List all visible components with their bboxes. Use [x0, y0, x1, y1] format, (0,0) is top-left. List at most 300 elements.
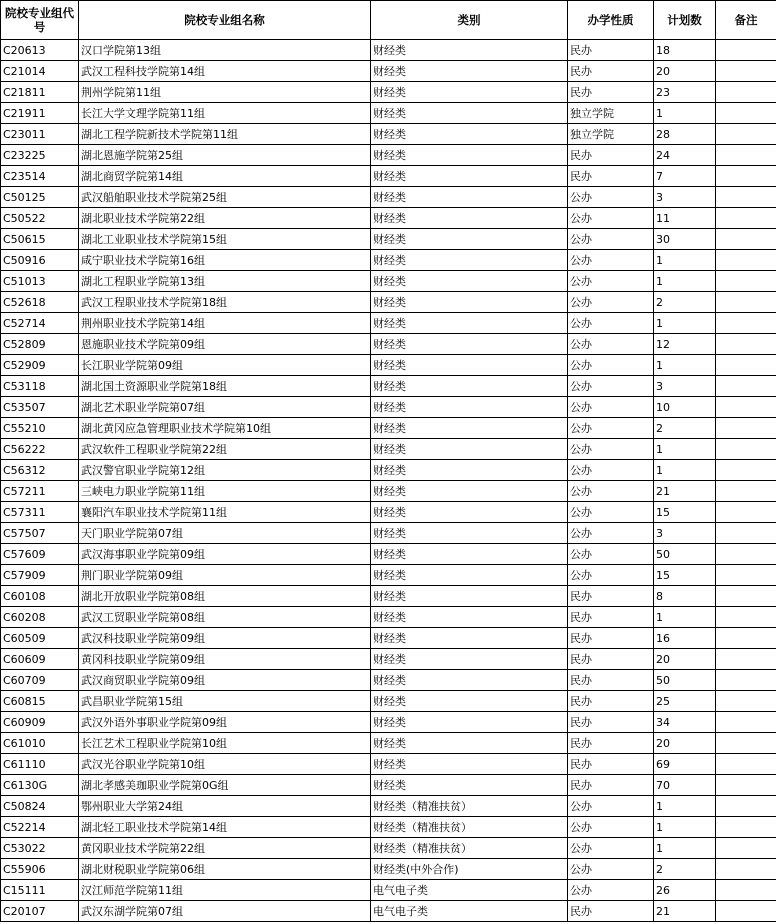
- group-name-cell: 湖北财税职业学院第06组: [79, 859, 371, 880]
- plan-count-cell: 12: [654, 334, 716, 355]
- plan-count-cell: 20: [654, 733, 716, 754]
- group-name-cell: 汉口学院第13组: [79, 40, 371, 61]
- plan-count-cell: 25: [654, 691, 716, 712]
- table-row: [1, 145, 776, 166]
- table-row: [1, 124, 776, 145]
- school-type-cell: 公办: [568, 334, 654, 355]
- group-code-cell: C20107: [1, 901, 79, 922]
- remarks-cell: [716, 103, 776, 124]
- group-name-cell: 湖北黄冈应急管理职业技术学院第10组: [79, 418, 371, 439]
- category-cell: 财经类: [371, 376, 568, 397]
- remarks-cell: [716, 313, 776, 334]
- remarks-cell: [716, 292, 776, 313]
- header-plan-count: 计划数: [654, 1, 716, 40]
- table-body: [1, 40, 776, 922]
- plan-count-cell: 20: [654, 61, 716, 82]
- category-cell: 财经类: [371, 229, 568, 250]
- category-cell: 财经类: [371, 712, 568, 733]
- group-name-cell: 武汉船舶职业技术学院第25组: [79, 187, 371, 208]
- category-cell: 财经类: [371, 166, 568, 187]
- group-name-cell: 湖北艺术职业学院第07组: [79, 397, 371, 418]
- school-type-cell: 公办: [568, 880, 654, 901]
- plan-count-cell: 69: [654, 754, 716, 775]
- group-code-cell: C6130G: [1, 775, 79, 796]
- table-header: [1, 1, 776, 40]
- school-type-cell: 公办: [568, 502, 654, 523]
- remarks-cell: [716, 355, 776, 376]
- header-group-code: 院校专业组代号: [1, 1, 79, 40]
- plan-count-cell: 1: [654, 355, 716, 376]
- plan-count-cell: 1: [654, 271, 716, 292]
- group-code-cell: C50522: [1, 208, 79, 229]
- group-name-cell: 汉江师范学院第11组: [79, 880, 371, 901]
- category-cell: 财经类: [371, 733, 568, 754]
- school-type-cell: 公办: [568, 397, 654, 418]
- table-row: [1, 61, 776, 82]
- group-name-cell: 武汉工贸职业学院第08组: [79, 607, 371, 628]
- group-name-cell: 黄冈职业技术学院第22组: [79, 838, 371, 859]
- school-type-cell: 民办: [568, 607, 654, 628]
- group-code-cell: C57211: [1, 481, 79, 502]
- group-code-cell: C53118: [1, 376, 79, 397]
- remarks-cell: [716, 838, 776, 859]
- group-code-cell: C60208: [1, 607, 79, 628]
- group-code-cell: C60909: [1, 712, 79, 733]
- plan-count-cell: 50: [654, 670, 716, 691]
- remarks-cell: [716, 208, 776, 229]
- school-type-cell: 公办: [568, 859, 654, 880]
- table-row: [1, 40, 776, 61]
- group-name-cell: 襄阳汽车职业技术学院第11组: [79, 502, 371, 523]
- plan-count-cell: 34: [654, 712, 716, 733]
- category-cell: 财经类: [371, 502, 568, 523]
- plan-count-cell: 1: [654, 439, 716, 460]
- group-name-cell: 荆门职业学院第09组: [79, 565, 371, 586]
- plan-count-cell: 1: [654, 103, 716, 124]
- school-type-cell: 公办: [568, 250, 654, 271]
- group-name-cell: 湖北恩施学院第25组: [79, 145, 371, 166]
- plan-count-cell: 20: [654, 649, 716, 670]
- category-cell: 财经类(中外合作): [371, 859, 568, 880]
- plan-count-cell: 1: [654, 250, 716, 271]
- header-row: [1, 1, 776, 40]
- group-name-cell: 武汉工程科技学院第14组: [79, 61, 371, 82]
- group-name-cell: 湖北职业技术学院第22组: [79, 208, 371, 229]
- group-code-cell: C50824: [1, 796, 79, 817]
- plan-count-cell: 23: [654, 82, 716, 103]
- remarks-cell: [716, 880, 776, 901]
- school-type-cell: 公办: [568, 460, 654, 481]
- remarks-cell: [716, 523, 776, 544]
- group-name-cell: 武汉海事职业学院第09组: [79, 544, 371, 565]
- table-row: [1, 628, 776, 649]
- table-row: [1, 376, 776, 397]
- table-row: [1, 82, 776, 103]
- remarks-cell: [716, 712, 776, 733]
- plan-count-cell: 2: [654, 292, 716, 313]
- remarks-cell: [716, 439, 776, 460]
- group-name-cell: 武汉警官职业学院第12组: [79, 460, 371, 481]
- group-name-cell: 长江艺术工程职业学院第10组: [79, 733, 371, 754]
- group-code-cell: C53507: [1, 397, 79, 418]
- group-name-cell: 鄂州职业大学第24组: [79, 796, 371, 817]
- table-row: [1, 817, 776, 838]
- group-code-cell: C55210: [1, 418, 79, 439]
- school-type-cell: 独立学院: [568, 103, 654, 124]
- group-name-cell: 武汉工程职业技术学院第18组: [79, 292, 371, 313]
- group-name-cell: 三峡电力职业学院第11组: [79, 481, 371, 502]
- group-code-cell: C56222: [1, 439, 79, 460]
- group-name-cell: 武汉软件工程职业学院第22组: [79, 439, 371, 460]
- table-row: [1, 586, 776, 607]
- group-code-cell: C15111: [1, 880, 79, 901]
- group-code-cell: C50615: [1, 229, 79, 250]
- group-name-cell: 黄冈科技职业学院第09组: [79, 649, 371, 670]
- school-type-cell: 公办: [568, 229, 654, 250]
- remarks-cell: [716, 166, 776, 187]
- plan-count-cell: 3: [654, 376, 716, 397]
- table-row: [1, 166, 776, 187]
- remarks-cell: [716, 817, 776, 838]
- table-row: [1, 229, 776, 250]
- school-type-cell: 民办: [568, 691, 654, 712]
- category-cell: 财经类: [371, 544, 568, 565]
- category-cell: 财经类: [371, 628, 568, 649]
- school-type-cell: 公办: [568, 565, 654, 586]
- plan-count-cell: 10: [654, 397, 716, 418]
- remarks-cell: [716, 40, 776, 61]
- remarks-cell: [716, 775, 776, 796]
- group-code-cell: C53022: [1, 838, 79, 859]
- remarks-cell: [716, 607, 776, 628]
- group-name-cell: 湖北孝感美珈职业学院第0G组: [79, 775, 371, 796]
- table-row: [1, 439, 776, 460]
- category-cell: 财经类: [371, 481, 568, 502]
- category-cell: 财经类: [371, 439, 568, 460]
- category-cell: 财经类: [371, 355, 568, 376]
- school-type-cell: 公办: [568, 439, 654, 460]
- group-code-cell: C57311: [1, 502, 79, 523]
- school-type-cell: 民办: [568, 649, 654, 670]
- table-row: [1, 208, 776, 229]
- table-row: [1, 502, 776, 523]
- table-row: [1, 544, 776, 565]
- group-name-cell: 武昌职业学院第15组: [79, 691, 371, 712]
- school-type-cell: 公办: [568, 271, 654, 292]
- plan-count-cell: 1: [654, 796, 716, 817]
- plan-count-cell: 28: [654, 124, 716, 145]
- school-type-cell: 公办: [568, 817, 654, 838]
- category-cell: 财经类（精准扶贫）: [371, 817, 568, 838]
- group-name-cell: 荆州职业技术学院第14组: [79, 313, 371, 334]
- category-cell: 财经类: [371, 523, 568, 544]
- table-row: [1, 292, 776, 313]
- table-row: [1, 103, 776, 124]
- school-type-cell: 公办: [568, 796, 654, 817]
- group-name-cell: 湖北工程职业学院第13组: [79, 271, 371, 292]
- school-type-cell: 公办: [568, 838, 654, 859]
- category-cell: 财经类: [371, 460, 568, 481]
- remarks-cell: [716, 733, 776, 754]
- plan-count-cell: 3: [654, 523, 716, 544]
- table-row: [1, 334, 776, 355]
- group-code-cell: C57609: [1, 544, 79, 565]
- category-cell: 财经类: [371, 418, 568, 439]
- plan-count-cell: 8: [654, 586, 716, 607]
- group-name-cell: 天门职业学院第07组: [79, 523, 371, 544]
- table-row: [1, 565, 776, 586]
- group-name-cell: 湖北工业职业技术学院第15组: [79, 229, 371, 250]
- school-type-cell: 公办: [568, 292, 654, 313]
- group-code-cell: C50125: [1, 187, 79, 208]
- category-cell: 电气电子类: [371, 901, 568, 922]
- remarks-cell: [716, 397, 776, 418]
- group-name-cell: 湖北轻工职业技术学院第14组: [79, 817, 371, 838]
- table-row: [1, 481, 776, 502]
- group-name-cell: 湖北开放职业学院第08组: [79, 586, 371, 607]
- table-row: [1, 859, 776, 880]
- school-type-cell: 民办: [568, 61, 654, 82]
- school-type-cell: 民办: [568, 775, 654, 796]
- category-cell: 财经类（精准扶贫）: [371, 796, 568, 817]
- table-row: [1, 775, 776, 796]
- plan-count-cell: 1: [654, 313, 716, 334]
- category-cell: 财经类: [371, 292, 568, 313]
- table-row: [1, 754, 776, 775]
- group-code-cell: C21911: [1, 103, 79, 124]
- group-code-cell: C61110: [1, 754, 79, 775]
- remarks-cell: [716, 82, 776, 103]
- school-type-cell: 公办: [568, 481, 654, 502]
- remarks-cell: [716, 649, 776, 670]
- category-cell: 财经类: [371, 313, 568, 334]
- school-type-cell: 公办: [568, 208, 654, 229]
- category-cell: 财经类: [371, 397, 568, 418]
- table-row: [1, 271, 776, 292]
- plan-count-cell: 70: [654, 775, 716, 796]
- group-name-cell: 咸宁职业技术学院第16组: [79, 250, 371, 271]
- group-code-cell: C57507: [1, 523, 79, 544]
- group-code-cell: C23225: [1, 145, 79, 166]
- school-type-cell: 独立学院: [568, 124, 654, 145]
- category-cell: 财经类: [371, 691, 568, 712]
- group-code-cell: C60108: [1, 586, 79, 607]
- remarks-cell: [716, 124, 776, 145]
- plan-count-cell: 30: [654, 229, 716, 250]
- table-row: [1, 796, 776, 817]
- plan-count-cell: 21: [654, 481, 716, 502]
- table-row: [1, 187, 776, 208]
- category-cell: 财经类: [371, 586, 568, 607]
- plan-count-cell: 15: [654, 502, 716, 523]
- school-type-cell: 民办: [568, 166, 654, 187]
- school-type-cell: 公办: [568, 418, 654, 439]
- plan-count-cell: 50: [654, 544, 716, 565]
- remarks-cell: [716, 250, 776, 271]
- plan-count-cell: 15: [654, 565, 716, 586]
- group-code-cell: C60509: [1, 628, 79, 649]
- plan-count-cell: 16: [654, 628, 716, 649]
- remarks-cell: [716, 859, 776, 880]
- category-cell: 财经类: [371, 334, 568, 355]
- remarks-cell: [716, 691, 776, 712]
- school-type-cell: 公办: [568, 544, 654, 565]
- group-name-cell: 武汉商贸职业学院第09组: [79, 670, 371, 691]
- remarks-cell: [716, 334, 776, 355]
- remarks-cell: [716, 187, 776, 208]
- remarks-cell: [716, 271, 776, 292]
- school-type-cell: 公办: [568, 313, 654, 334]
- group-code-cell: C56312: [1, 460, 79, 481]
- category-cell: 财经类: [371, 670, 568, 691]
- category-cell: 财经类: [371, 187, 568, 208]
- category-cell: 电气电子类: [371, 880, 568, 901]
- group-name-cell: 武汉外语外事职业学院第09组: [79, 712, 371, 733]
- school-type-cell: 公办: [568, 376, 654, 397]
- group-name-cell: 长江职业学院第09组: [79, 355, 371, 376]
- remarks-cell: [716, 481, 776, 502]
- plan-count-cell: 7: [654, 166, 716, 187]
- table-row: [1, 250, 776, 271]
- category-cell: 财经类: [371, 250, 568, 271]
- remarks-cell: [716, 901, 776, 922]
- group-code-cell: C50916: [1, 250, 79, 271]
- school-type-cell: 公办: [568, 355, 654, 376]
- table-row: [1, 901, 776, 922]
- group-name-cell: 湖北商贸学院第14组: [79, 166, 371, 187]
- group-code-cell: C52714: [1, 313, 79, 334]
- category-cell: 财经类: [371, 124, 568, 145]
- category-cell: 财经类: [371, 82, 568, 103]
- category-cell: 财经类: [371, 208, 568, 229]
- remarks-cell: [716, 544, 776, 565]
- category-cell: 财经类: [371, 271, 568, 292]
- remarks-cell: [716, 460, 776, 481]
- group-code-cell: C21014: [1, 61, 79, 82]
- group-code-cell: C20613: [1, 40, 79, 61]
- group-code-cell: C60609: [1, 649, 79, 670]
- school-type-cell: 民办: [568, 901, 654, 922]
- group-name-cell: 湖北国土资源职业学院第18组: [79, 376, 371, 397]
- group-name-cell: 湖北工程学院新技术学院第11组: [79, 124, 371, 145]
- category-cell: 财经类: [371, 775, 568, 796]
- table-row: [1, 313, 776, 334]
- group-name-cell: 荆州学院第11组: [79, 82, 371, 103]
- group-code-cell: C52214: [1, 817, 79, 838]
- table-row: [1, 691, 776, 712]
- plan-count-cell: 18: [654, 40, 716, 61]
- group-code-cell: C21811: [1, 82, 79, 103]
- group-name-cell: 长江大学文理学院第11组: [79, 103, 371, 124]
- group-name-cell: 武汉东湖学院第07组: [79, 901, 371, 922]
- table-row: [1, 418, 776, 439]
- category-cell: 财经类: [371, 565, 568, 586]
- group-code-cell: C23514: [1, 166, 79, 187]
- group-code-cell: C52618: [1, 292, 79, 313]
- category-cell: 财经类: [371, 145, 568, 166]
- group-code-cell: C60815: [1, 691, 79, 712]
- group-code-cell: C23011: [1, 124, 79, 145]
- category-cell: 财经类: [371, 649, 568, 670]
- table-row: [1, 460, 776, 481]
- remarks-cell: [716, 376, 776, 397]
- category-cell: 财经类: [371, 40, 568, 61]
- group-code-cell: C52909: [1, 355, 79, 376]
- plan-count-cell: 1: [654, 460, 716, 481]
- table-row: [1, 355, 776, 376]
- group-name-cell: 武汉光谷职业学院第10组: [79, 754, 371, 775]
- plan-count-cell: 11: [654, 208, 716, 229]
- header-category: 类别: [371, 1, 568, 40]
- school-type-cell: 民办: [568, 754, 654, 775]
- school-type-cell: 民办: [568, 40, 654, 61]
- plan-count-cell: 1: [654, 817, 716, 838]
- category-cell: 财经类: [371, 61, 568, 82]
- school-type-cell: 公办: [568, 523, 654, 544]
- remarks-cell: [716, 796, 776, 817]
- table-row: [1, 670, 776, 691]
- remarks-cell: [716, 418, 776, 439]
- category-cell: 财经类: [371, 754, 568, 775]
- school-type-cell: 民办: [568, 670, 654, 691]
- school-type-cell: 民办: [568, 712, 654, 733]
- table-row: [1, 607, 776, 628]
- plan-count-cell: 21: [654, 901, 716, 922]
- table-row: [1, 649, 776, 670]
- group-name-cell: 武汉科技职业学院第09组: [79, 628, 371, 649]
- table-row: [1, 733, 776, 754]
- remarks-cell: [716, 145, 776, 166]
- plan-count-cell: 3: [654, 187, 716, 208]
- table-row: [1, 712, 776, 733]
- school-type-cell: 民办: [568, 586, 654, 607]
- group-code-cell: C61010: [1, 733, 79, 754]
- group-code-cell: C51013: [1, 271, 79, 292]
- school-type-cell: 民办: [568, 82, 654, 103]
- group-code-cell: C55906: [1, 859, 79, 880]
- plan-count-cell: 2: [654, 418, 716, 439]
- header-school-type: 办学性质: [568, 1, 654, 40]
- group-code-cell: C60709: [1, 670, 79, 691]
- plan-count-cell: 26: [654, 880, 716, 901]
- group-code-cell: C52809: [1, 334, 79, 355]
- plan-count-cell: 1: [654, 607, 716, 628]
- school-type-cell: 民办: [568, 628, 654, 649]
- group-code-cell: C57909: [1, 565, 79, 586]
- school-type-cell: 公办: [568, 187, 654, 208]
- table-row: [1, 523, 776, 544]
- plan-count-cell: 1: [654, 838, 716, 859]
- plan-count-cell: 24: [654, 145, 716, 166]
- remarks-cell: [716, 628, 776, 649]
- remarks-cell: [716, 61, 776, 82]
- category-cell: 财经类: [371, 103, 568, 124]
- table-row: [1, 397, 776, 418]
- category-cell: 财经类: [371, 607, 568, 628]
- remarks-cell: [716, 502, 776, 523]
- remarks-cell: [716, 586, 776, 607]
- group-name-cell: 恩施职业技术学院第09组: [79, 334, 371, 355]
- table-row: [1, 838, 776, 859]
- school-type-cell: 民办: [568, 733, 654, 754]
- category-cell: 财经类（精准扶贫）: [371, 838, 568, 859]
- table-row: [1, 880, 776, 901]
- plan-count-cell: 2: [654, 859, 716, 880]
- header-remarks: 备注: [716, 1, 776, 40]
- remarks-cell: [716, 754, 776, 775]
- remarks-cell: [716, 565, 776, 586]
- header-group-name: 院校专业组名称: [79, 1, 371, 40]
